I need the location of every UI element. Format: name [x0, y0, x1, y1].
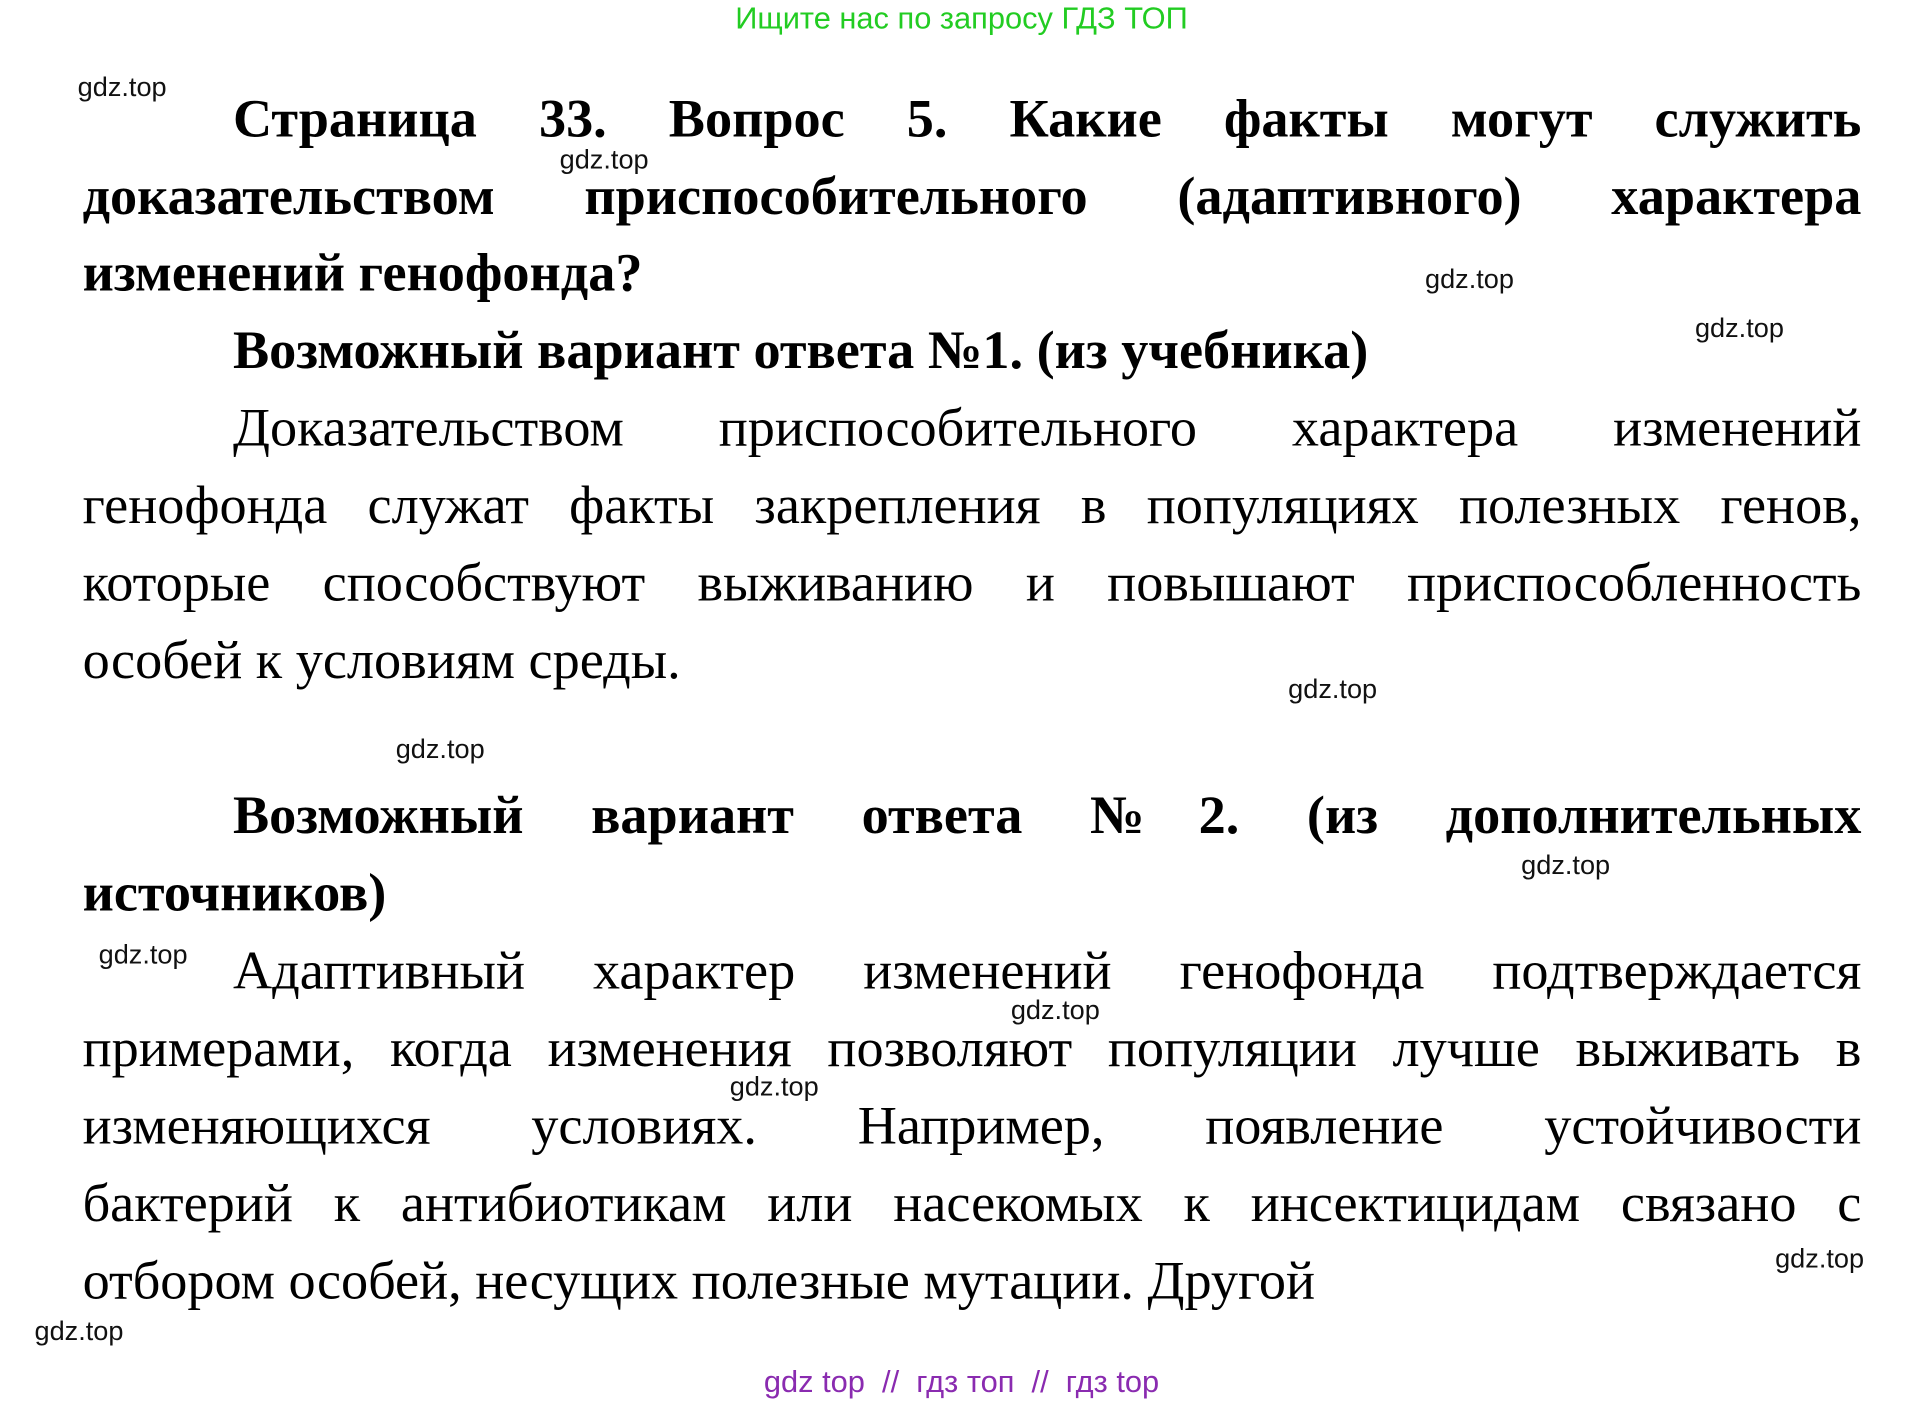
watermark: gdz.top — [729, 1070, 819, 1102]
watermark: gdz.top — [1288, 673, 1378, 704]
watermark: gdz.top — [77, 71, 167, 103]
question-line: изменений генофонда? — [82, 242, 643, 303]
watermark: gdz.top — [1694, 312, 1784, 344]
watermark: gdz.top — [395, 733, 485, 765]
answer2-line: бактерий к антибиотикам или насекомых к инсектицидам связано с — [82, 1172, 1862, 1234]
watermark: gdz.top — [1010, 994, 1100, 1026]
answer2-title: Возможный вариант ответа №2. (из дополнительных — [232, 785, 1862, 846]
watermark: gdz.top — [98, 939, 188, 970]
answer1-line: Доказательством приспособительного характера изменений — [232, 397, 1862, 458]
watermark: gdz.top — [559, 143, 649, 175]
answer1-line: генофонда служат факты закрепления в популяциях полезных генов, — [82, 475, 1862, 536]
answer1-line: которые способствуют выживанию и повышают приспособленность — [82, 552, 1862, 613]
answer2-title: источников) — [82, 862, 387, 924]
header-banner[interactable]: Ищите нас по запросу ГДЗ ТОП — [735, 1, 1188, 36]
answer2-line: отбором особей, несущих полезные мутации. Другой — [82, 1250, 1316, 1311]
answer2-line: изменяющихся условиях. Например, появление устойчивости — [82, 1095, 1862, 1156]
watermark: gdz.top — [34, 1315, 124, 1347]
answer1-line: особей к условиям среды. — [82, 630, 681, 691]
question-line: доказательством приспособительного (адаптивного) характера — [82, 166, 1862, 227]
answer1-title: Возможный вариант ответа №1. (из учебника) — [232, 319, 1369, 381]
watermark: gdz.top — [1425, 263, 1514, 295]
watermark: gdz.top — [1521, 849, 1611, 880]
answer2-line: примерами, когда изменения позволяют популяции лучше выживать в — [82, 1017, 1862, 1079]
question-line: Страница 33. Вопрос 5. Какие факты могут служить — [232, 88, 1862, 149]
watermark: gdz.top — [1775, 1243, 1865, 1274]
answer2-line: Адаптивный характер изменений генофонда подтверждается — [232, 940, 1862, 1001]
footer-banner[interactable]: gdz top // гдз топ // гдз top — [763, 1364, 1160, 1400]
